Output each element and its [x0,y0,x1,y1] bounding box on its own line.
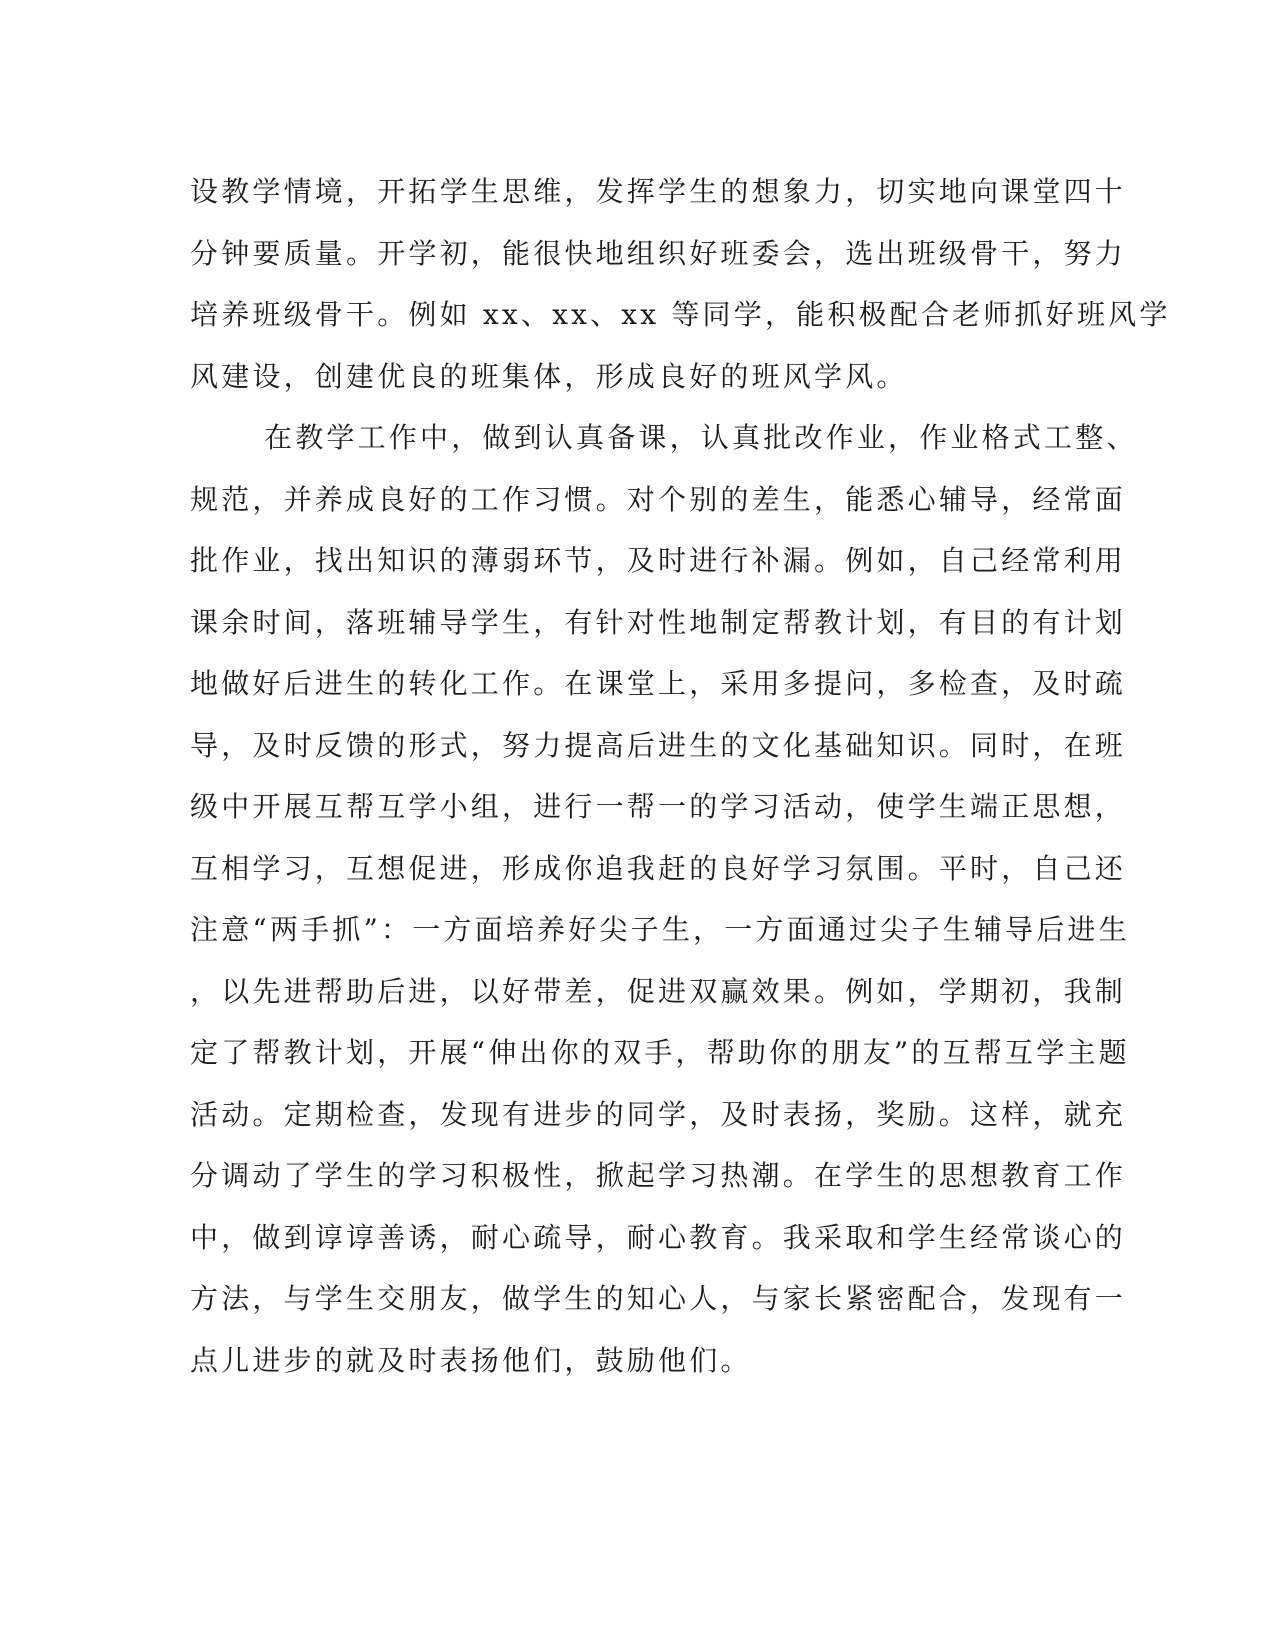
paragraph-2 [190,407,1138,1391]
text-line: 规范，并养成良好的工作习惯。对个别的差生，能悉心辅导，经常面 [190,482,1127,516]
text-line: ，以先进帮助后进，以好带差，促进双赢效果。例如，学期初，我制 [190,974,1127,1008]
text-line: 培养班级骨干。例如 xx、xx、xx 等同学，能积极配合老师抓好班风学 [190,298,1171,331]
text-line: 地做好后进生的转化工作。在课堂上，采用多提问，多检查，及时疏 [190,667,1127,700]
text-line: 课余时间，落班辅导学生，有针对性地制定帮教计划，有目的有计划 [190,605,1127,639]
text-line: 注意“两手抓”：一方面培养好尖子生，一方面通过尖子生辅导后进生 [190,913,1130,946]
text-line: 在教学工作中，做到认真备课，认真批改作业，作业格式工整、 [264,421,1138,454]
text-line: 分调动了学生的学习积极性，掀起学习热潮。在学生的思想教育工作 [190,1159,1127,1192]
text-line: 导，及时反馈的形式，努力提高后进生的文化基础知识。同时，在班 [190,728,1127,762]
text-line: 分钟要质量。开学初，能很快地组织好班委会，选出班级骨干，努力 [190,236,1127,270]
text-line: 活动。定期检查，发现有进步的同学，及时表扬，奖励。这样，就充 [190,1097,1127,1131]
text-line: 风建设，创建优良的班集体，形成良好的班风学风。 [190,359,908,393]
text-line: 点儿进步的就及时表扬他们，鼓励他们。 [190,1343,752,1377]
text-line: 中，做到谆谆善诱，耐心疏导，耐心教育。我采取和学生经常谈心的 [190,1220,1127,1254]
text-line: 互相学习，互想促进，形成你追我赶的良好学习氛围。平时，自己还 [190,851,1127,885]
text-line: 批作业，找出知识的薄弱环节，及时进行补漏。例如，自己经常利用 [190,544,1127,577]
text-line: 设教学情境，开拓学生思维，发挥学生的想象力，切实地向课堂四十 [190,175,1127,208]
paragraph-1 [190,161,1171,407]
text-line: 级中开展互帮互学小组，进行一帮一的学习活动，使学生端正思想， [190,790,1127,823]
text-line: 定了帮教计划，开展“伸出你的双手，帮助你的朋友”的互帮互学主题 [190,1036,1130,1069]
document-body [190,161,1171,1391]
text-line: 方法，与学生交朋友，做学生的知心人，与家长紧密配合，发现有一 [190,1282,1127,1315]
